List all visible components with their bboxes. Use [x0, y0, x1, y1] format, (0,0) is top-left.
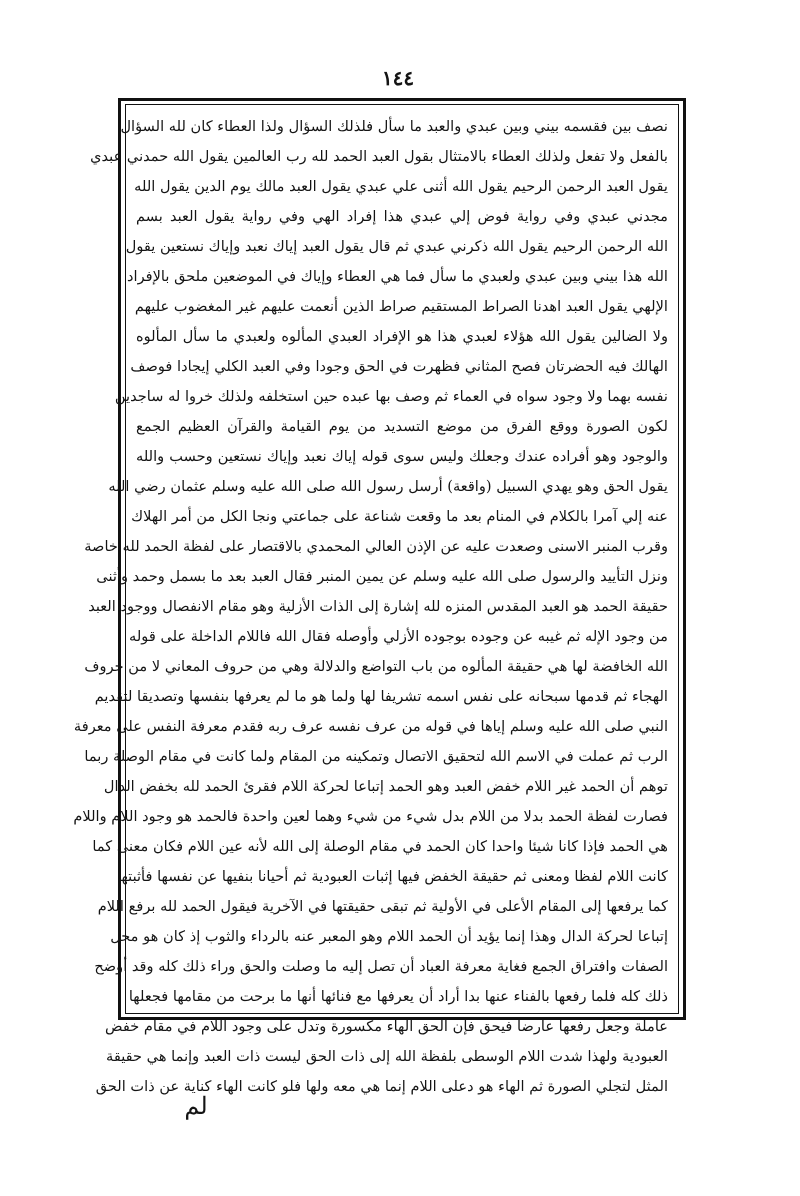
text-line: هي الحمد فإذا كانا شيئا واحدا كان الحمد في مقام الوصلة إلى الله لأنه عين اللام فكان معنى كما	[92, 838, 668, 855]
text-line: الإلهي يقول العبد اهدنا الصراط المستقيم صراط الذين أنعمت عليهم غير المغضوب عليهم	[134, 298, 668, 315]
text-line: نصف بين فقسمه بيني وبين عبدي والعبد ما سأل فلذلك السؤال ولذا العطاء كان لله السؤال	[120, 118, 668, 135]
text-line: عاملة وجعل رفعها عارضا فيحق فإن الحق الهاء مكسورة وتدل على وجود اللام في مقام خفض	[104, 1018, 668, 1035]
text-line: نفسه بهما ولا وجود سواه في العماء ثم وصف بها عبده حين استخلفه ولذلك خروا له ساجدين	[114, 388, 668, 405]
text-line: كما يرفعها إلى المقام الأعلى في الأولية ثم تبقى حقيقتها في الآخرية فيقول الحمد لله برفع اللام	[97, 898, 668, 915]
text-line: كانت اللام لفظا ومعنى ثم حقيقة الخفض فيها إثبات العبودية ثم أحيانا بنفيها عن نفسها فأثبتها	[117, 868, 668, 885]
text-line: عنه إلي آمرا بالكلام في المنام بعد ما وقعت شناعة على جماعتي ونجا الكل من أمر الهلاك	[131, 508, 668, 525]
main-text-block	[73, 112, 668, 1095]
text-line: من وجود الإله ثم غيبه عن وجوده بوجوده الأزلي وأوصله فقال الله فاللام الداخلة على قوله	[129, 628, 668, 645]
text-line: يقول العبد الرحمن الرحيم يقول الله أثنى علي عبدي يقول العبد مالك يوم الدين يقول الله	[134, 178, 668, 195]
text-line: الصفات وافتراق الجمع فغاية معرفة العباد أن تصل إليه ما وصلت والحق وراء ذلك كله وقد أوضح	[94, 958, 668, 975]
text-line: الله الخافضة لها هي حقيقة المألوه من باب التواضع والدلالة وهي من حروف المعاني لا من حروف	[84, 658, 668, 675]
text-line: لكون الصورة ووقع الفرق من موضع التسديد من يوم القيامة والقرآن العظيم الجمع	[136, 418, 668, 435]
text-line: المثل لتجلي الصورة ثم الهاء هو دعلى اللام إنما هي معه ولها فلو كانت الهاء كناية عن ذات الحق	[95, 1078, 668, 1095]
text-line: إتباعا لحركة الدال وهذا إنما يؤيد أن الحمد اللام وهو المعبر عنه بالرداء والثوب إذ كان هو محل	[110, 928, 668, 945]
text-line: النبي صلى الله عليه وسلم إياها في قوله من عرف نفسه عرف ربه فقدم معرفة النفس على معرفة	[73, 718, 668, 735]
text-line: الهجاء ثم قدمها سبحانه على نفس اسمه تشريفا لها ولما هو ما لم يعرفها بنفسها وتصديقا لتقديم	[94, 688, 668, 705]
text-line: ذلك كله فلما رفعها بالفناء عنها بدا أراد أن يعرفها مع فنائها أنها ما برحت من مقامها فجعلها	[128, 988, 668, 1005]
text-line: بالفعل ولا تفعل ولذلك العطاء بالامتثال بقول العبد الحمد لله رب العالمين يقول الله حمدني عبدي	[90, 148, 668, 165]
text-line: فصارت لفظة الحمد بدلا من اللام بدل شيء من شيء وهما لعين واحدة فالحمد هو وجود اللام واللام	[73, 808, 668, 825]
text-line: وقرب المنبر الاسنى وصعدت عليه عن الإذن العالي المحمدي بالاقتصار على لفظة الحمد لله خاصة	[84, 538, 668, 555]
text-line: حقيقة الحمد هو العبد المقدس المنزه لله إشارة إلى الذات الأزلية وهو مقام الانفصال ووجود العبد	[88, 598, 668, 615]
footer-catchword: لم	[184, 1092, 208, 1120]
text-line: ونزل التأييد والرسول صلى الله عليه وسلم عن يمين المنبر فقال العبد بعد ما بسمل وحمد وأثنى	[96, 568, 668, 585]
text-line: ولا الضالين يقول الله هؤلاء لعبدي هذا هو الإفراد العبدي المألوه ولعبدي ما سأل المألوه	[136, 328, 668, 345]
text-line: الله هذا بيني وبين عبدي ولعبدي ما سأل فما هي العطاء وإياك في الموضعين ملحق بالإفراد	[127, 268, 668, 285]
text-line: الله الرحمن الرحيم يقول الله ذكرني عبدي ثم قال يقول العبد إياك نعبد وإياك نستعين يقول	[125, 238, 668, 255]
text-line: الهالك فيه الحضرتان فصح المثاني فظهرت في الحق وجودا وفي العبد الكلي إيجادا فوصف	[130, 358, 668, 375]
text-line: العبودية ولهذا شدت اللام الوسطى بلفظة الله إلى ذات الحق ليست ذات العبد وإنما هي حقيقة	[106, 1048, 668, 1065]
text-line: مجدني عبدي وفي رواية فوض إلي عبدي هذا إفراد الهي وفي رواية يقول العبد بسم	[136, 208, 668, 225]
page-number: ١٤٤	[381, 66, 415, 90]
text-line: يقول الحق وهو يهدي السبيل (واقعة) أرسل رسول الله صلى الله عليه وسلم عثمان رضي الله	[108, 478, 668, 495]
text-line: والوجود وهو أفراده عندك وجعلك وليس سوى قوله إياك نعبد وإياك نستعين وحسب والله	[136, 448, 668, 465]
text-line: توهم أن الحمد غير اللام خفض العبد وهو الحمد إتباعا لحركة اللام فقرئ الحمد لله بخفض الدال	[103, 778, 668, 795]
text-line: الرب ثم عملت في الاسم الله لتحقيق الاتصال وتمكينه من المقام ولما كانت في مقام الوصلة ربما	[84, 748, 668, 765]
